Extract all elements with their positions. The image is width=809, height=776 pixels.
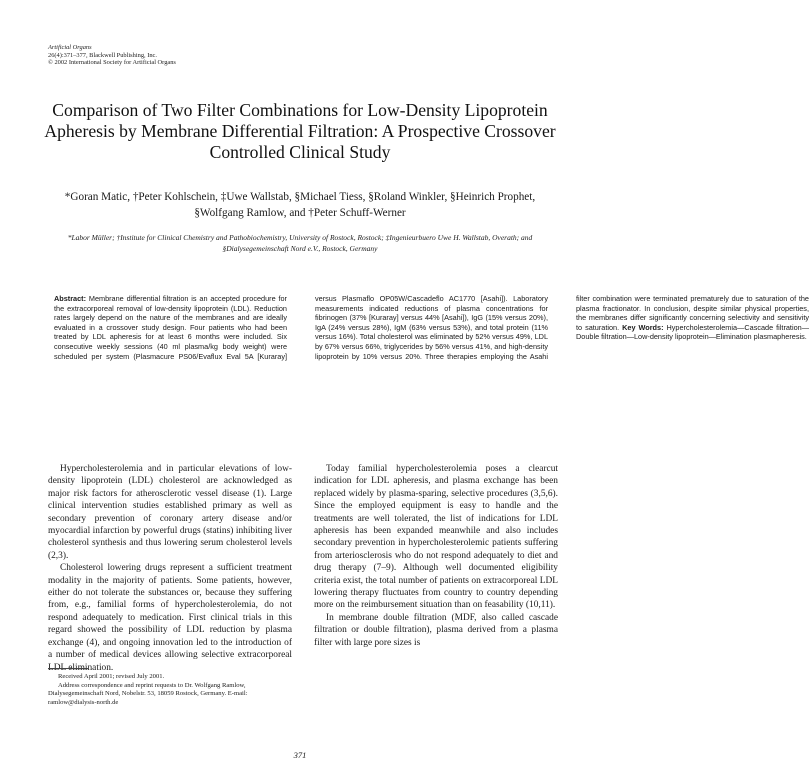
- page-number: 371: [293, 750, 307, 760]
- keywords-text: Hypercholesterolemia—Cascade filtration—Double filtration—Low-density lipoprotein—Elimination plasmapheresis.: [576, 322, 809, 342]
- abstract-text: Membrane differential filtration is an accepted procedure for the extracorporeal removal of low-density lipoprotein (LDL). Reduction rates largely depend on the nature of the membranes and are ideally evaluated in a crossover study design. Four patients who had been treated by LDL apheresis for at least 6 months were included. Six consecutive weekly sessions (40 ml plasma/kg body weight) were scheduled per system (Plasmacure PS06/Evaflux Eval 5A [Kuraray] versus Plasmaflo OP05W/Cascadeflo AC1770 [Asahi]). Laboratory measurements indicated reductions of plasma concentrations for fibrinogen (37% [Kuraray] versus 44% [Asahi]), IgG (15% versus 20%), IgA (24% versus 28%), IgM (63% versus 53%), and total protein (11% versus 16%). Total cholesterol was eliminated by 52% versus 49%, LDL by 67% versus 66%, triglycerides by 56% versus 41%, and high-density lipoprotein by 10% versus 20%. Three therapies employing the Asahi filter combination were terminated prematurely due to saturation of the plasma fractionator. In conclusion, despite similar physical properties, the membranes differ significantly concerning selectivity and sensitivity to saturation.: [54, 294, 809, 361]
- footnote-rule: [48, 668, 88, 669]
- journal-copyright: © 2002 International Society for Artificial Organs: [48, 59, 176, 67]
- footnote-correspondence: Address correspondence and reprint requests to Dr. Wolfgang Ramlow, Dialysegemeinschaft Nord, Nobelstr. 53, 18059 Rostock, Germany. E-mail: ramlow@dialysis-north.de: [48, 681, 248, 706]
- journal-name: Artificial Organs: [48, 44, 92, 51]
- body-paragraph: Cholesterol lowering drugs represent a sufficient treatment modality in the majority of patients. Some patients, however, either do not tolerate the substances or, because they suffering from, e.g., familial forms of hypercholesterolemia, do not respond adequately to medication. First clinical trials in this regard showed the possibility of LDL reduction by plasma exchange (4), and ongoing innovation led to the introduction of a number of medical devices allowing selective extracorporeal LDL elimination.: [48, 563, 292, 673]
- affiliations: *Labor Müller; †Institute for Clinical Chemistry and Pathobiochemistry, University of Rostock, Rostock; ‡Ingenieurbuero Uwe H. Wallstab, Overath; and §Dialysegemeinschaft Nord e.V., Rostock, Germany: [67, 233, 533, 253]
- body-paragraph: Hypercholesterolemia and in particular elevations of low-density lipoprotein (LDL) cholesterol are acknowledged as major risk factors for atherosclerotic vessel disease (1). Large clinical intervention studies established primary as well as secondary prevention of coronary artery disease and/or myocardial infarction by powerful drugs (statins) inhibiting liver cholesterol synthesis and thus lowering serum cholesterol levels (2,3).: [48, 464, 292, 561]
- body-paragraph: Today familial hypercholesterolemia poses a clearcut indication for LDL apheresis, and plasma exchange has been replaced widely by plasma-sparing, selective procedures (3,5,6). Since the employed equipment is easy to handle and the treatments are well tolerated, the list of indications for LDL apheresis has been expanded meanwhile and also includes secondary prevention in hypercholesterolemic patients suffering from arteriosclerosis who do not respond adequately to diet and drug therapy (7–9). Although well documented eligibility criteria exist, the total number of patients on extracorporeal LDL lowering therapy fluctuates from country to country depending more on the reimbursement situation than on feasability (10,11).: [314, 464, 558, 611]
- journal-header: [48, 44, 176, 67]
- footnote: [48, 673, 290, 707]
- journal-citation: 26(4):371–377, Blackwell Publishing, Inc.: [48, 51, 157, 59]
- abstract-label: Abstract:: [54, 294, 87, 303]
- abstract: [54, 294, 809, 362]
- footnote-received: Received April 2001; revised July 2001.: [58, 673, 165, 680]
- author-list: *Goran Matic, †Peter Kohlschein, ‡Uwe Wallstab, §Michael Tiess, §Roland Winkler, §Heinrich Prophet, §Wolfgang Ramlow, and †Peter Schuff-Werner: [64, 191, 536, 219]
- body-paragraph: In membrane double filtration (MDF, also called cascade filtration or double filtration), plasma derived from a plasma filter with large pore sizes is: [314, 612, 558, 648]
- keywords-label: Key Words:: [622, 322, 664, 332]
- article-title: Comparison of Two Filter Combinations for Low-Density Lipoprotein Apheresis by Membrane Differential Filtration: A Prospective Crossover Controlled Clinical Study: [44, 100, 556, 162]
